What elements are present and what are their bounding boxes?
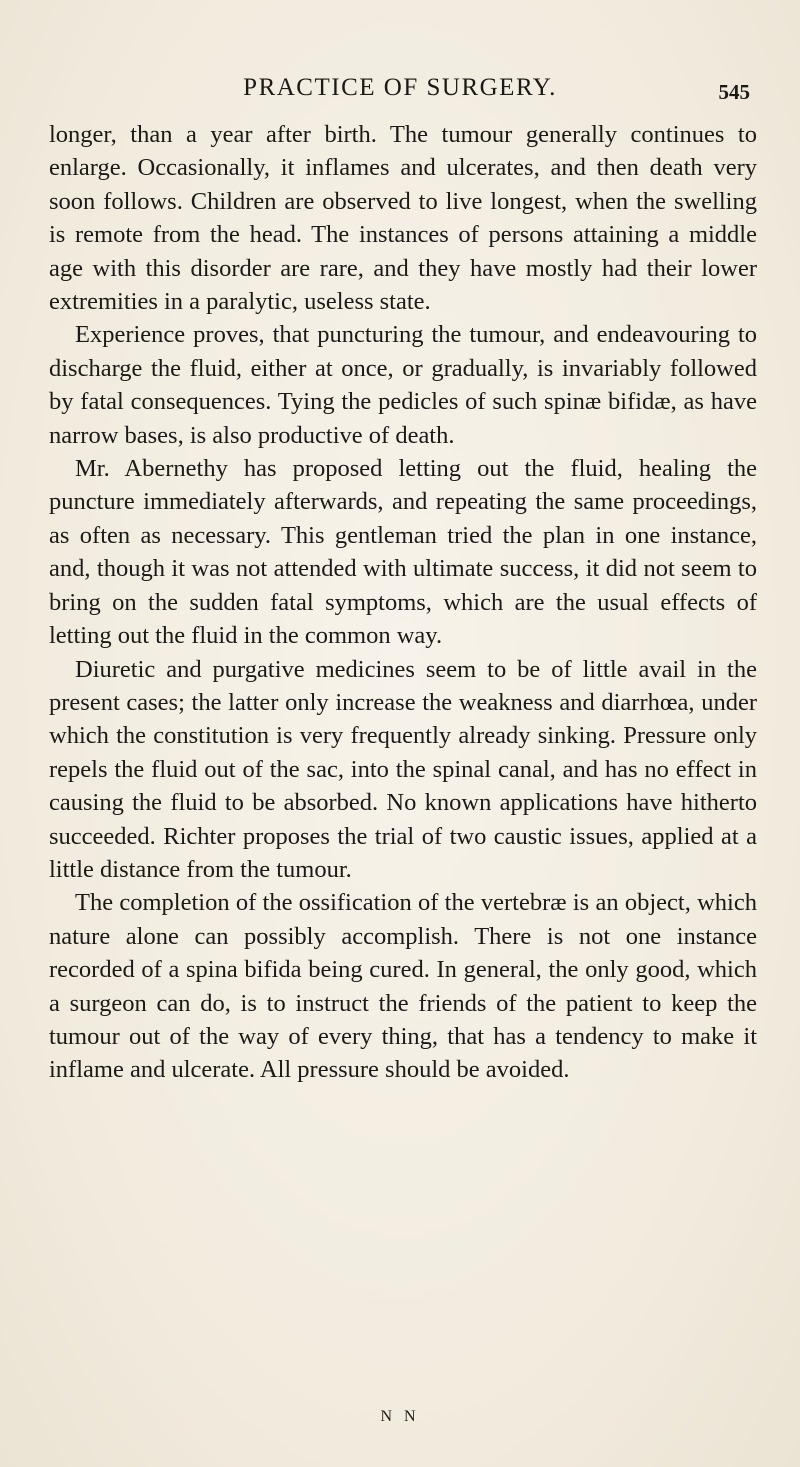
signature-mark: N N: [380, 1408, 420, 1425]
running-title: PRACTICE OF SURGERY.: [243, 74, 557, 101]
paragraph-prognosis: longer, than a year after birth. The tumour generally continues to enlarge. Occasionally, it inflames and ulcerates, and then death very soon follows. Children are observed to live longest, when the swelling is remote from the head. The instances of persons attaining a middle age with this disorder are rare, and they have mostly had their lower extremities in a paralytic, useless state.: [49, 121, 757, 316]
paragraph-abernethy: Mr. Abernethy has proposed letting out the fluid, healing the puncture immediately afterwards, and repeating the same proceedings, as often as necessary. This gentleman tried the plan in one instance, and, though it was not attended with ultimate success, it did not seem to bring on the sudden fatal symptoms, which are the usual effects of letting out the fluid in the common way.: [49, 455, 757, 650]
body-text: [49, 118, 757, 1087]
page-number: 545: [718, 80, 750, 104]
paragraph-medicines: Diuretic and purgative medicines seem to be of little avail in the present cases; the latter only increase the weakness and diarrhœa, under which the constitution is very frequently already sinking. Pressure only repels the fluid out of the sac, into the spinal canal, and has no effect in causing the fluid to be absorbed. No known applications have hitherto succeeded. Richter proposes the trial of two caustic issues, applied at a little distance from the tumour.: [49, 655, 757, 883]
paragraph-ossification: The completion of the ossification of the vertebræ is an object, which nature alone can possibly accomplish. There is not one instance recorded of a spina bifida being cured. In general, the only good, which a surgeon can do, is to instruct the friends of the patient to keep the tumour out of the way of every thing, that has a tendency to make it inflame and ulcerate. All pressure should be avoided.: [49, 889, 757, 1084]
paragraph-puncturing: Experience proves, that puncturing the tumour, and endeavouring to discharge the fluid, either at once, or gradually, is invariably followed by fatal consequences. Tying the pedicles of such spinæ bifidæ, as have narrow bases, is also productive of death.: [49, 321, 757, 449]
running-head: [40, 74, 760, 108]
